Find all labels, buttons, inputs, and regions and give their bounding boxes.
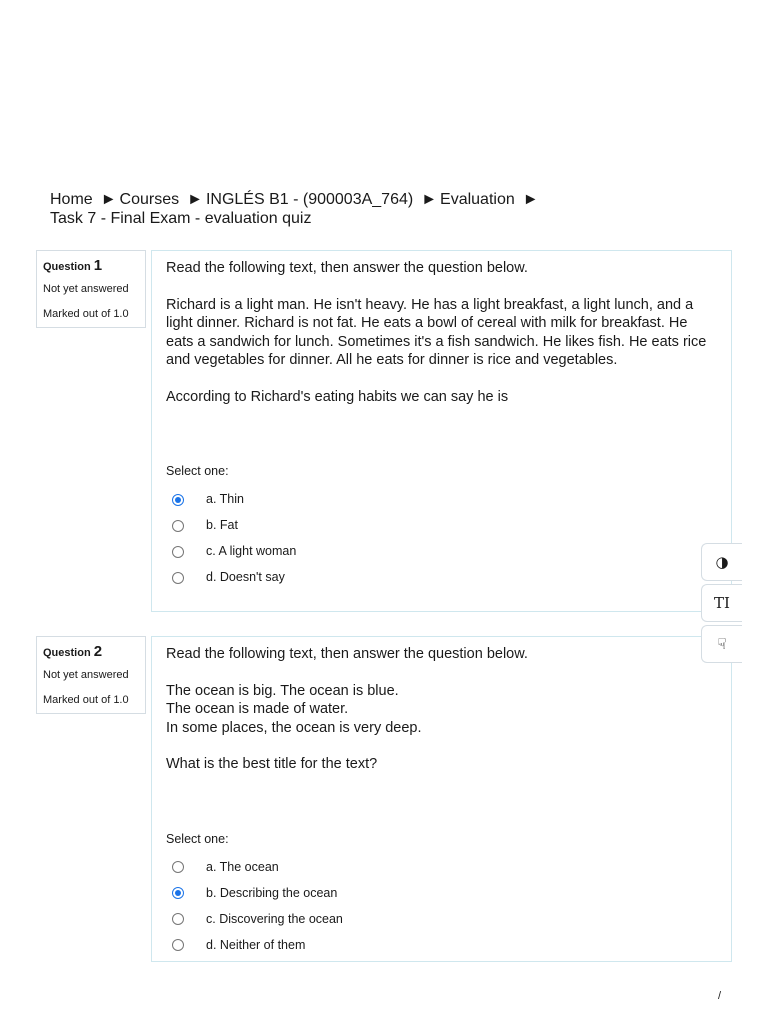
- question-content-2: [151, 636, 732, 962]
- answer-option-label: b. Describing the ocean: [206, 885, 338, 900]
- radio-button[interactable]: [172, 572, 184, 584]
- breadcrumb-separator: ►: [522, 191, 539, 208]
- radio-selected[interactable]: [172, 887, 184, 899]
- breadcrumb-evaluation[interactable]: Evaluation: [440, 191, 515, 208]
- question-text-line: The ocean is big. The ocean is blue.: [166, 682, 399, 699]
- question-intro: Read the following text, then answer the question below.: [166, 646, 528, 662]
- answer-option-label: d. Neither of them: [206, 937, 306, 952]
- answer-option-b[interactable]: [166, 880, 717, 906]
- contrast-icon[interactable]: ◑: [701, 543, 742, 581]
- answer-option-label: b. Fat: [206, 518, 238, 533]
- sign-language-icon[interactable]: ☟: [701, 625, 742, 663]
- answer-option-label: a. Thin: [206, 492, 244, 507]
- question-text-line: The ocean is made of water.: [166, 701, 349, 717]
- answer-option-a[interactable]: [166, 487, 717, 513]
- breadcrumb-course[interactable]: INGLÉS B1 - (900003A_764): [205, 191, 414, 208]
- question-status: Not yet answered: [43, 669, 129, 681]
- breadcrumb-courses[interactable]: Courses: [119, 191, 180, 208]
- question-number: Question 2: [43, 643, 103, 660]
- question-marks: Marked out of 1.0: [43, 308, 129, 320]
- answer-option-label: a. The ocean: [206, 859, 279, 874]
- question-text: Richard is a light man. He isn't heavy. He has a light breakfast, a light lunch, and a light dinner. Richard is not fat. He eats a bowl of cereal with milk for breakfast. He eats a sandwich for lunch. Sometimes it's a fish sandwich. He likes fish. He eats rice and vegetables for dinner. All he eats for dinner is rice and vegetables.: [166, 296, 707, 368]
- answer-option-label: c. A light woman: [206, 544, 297, 559]
- answer-option-label: c. Discovering the ocean: [206, 911, 343, 926]
- question-info-2: [36, 636, 146, 714]
- question-marks: Marked out of 1.0: [43, 694, 129, 706]
- question-text: [166, 682, 717, 738]
- answer-option-d[interactable]: [166, 932, 717, 958]
- breadcrumb-separator: ►: [100, 191, 117, 208]
- question-number: Question 1: [43, 257, 103, 274]
- answer-option-c[interactable]: [166, 906, 717, 932]
- question-content-1: [151, 250, 732, 612]
- radio-button[interactable]: [172, 861, 184, 873]
- breadcrumb-separator: ►: [421, 191, 438, 208]
- breadcrumb-home[interactable]: Home: [50, 191, 93, 208]
- question-status: Not yet answered: [43, 283, 129, 295]
- answer-option-d[interactable]: [166, 565, 717, 591]
- radio-selected[interactable]: [172, 494, 184, 506]
- radio-button[interactable]: [172, 520, 184, 532]
- question-prompt: According to Richard's eating habits we can say he is: [166, 388, 509, 405]
- question-info-1: [36, 250, 146, 328]
- question-prompt: What is the best title for the text?: [166, 756, 378, 772]
- accessibility-toolbar: [701, 543, 742, 666]
- page-mark: /: [718, 990, 722, 1002]
- answer-option-c[interactable]: [166, 539, 717, 565]
- breadcrumb: [50, 190, 710, 228]
- breadcrumb-quiz[interactable]: Task 7 - Final Exam - evaluation quiz: [50, 210, 312, 227]
- question-text-line: In some places, the ocean is very deep.: [166, 719, 422, 736]
- radio-button[interactable]: [172, 939, 184, 951]
- answer-option-label: d. Doesn't say: [206, 570, 285, 585]
- radio-button[interactable]: [172, 913, 184, 925]
- answer-option-b[interactable]: [166, 513, 717, 539]
- select-one-label: Select one:: [166, 464, 229, 478]
- question-intro: Read the following text, then answer the question below.: [166, 260, 528, 276]
- answer-option-a[interactable]: [166, 854, 717, 880]
- radio-button[interactable]: [172, 546, 184, 558]
- select-one-label: Select one:: [166, 831, 229, 846]
- breadcrumb-separator: ►: [187, 191, 203, 208]
- text-size-icon[interactable]: TI: [701, 584, 742, 622]
